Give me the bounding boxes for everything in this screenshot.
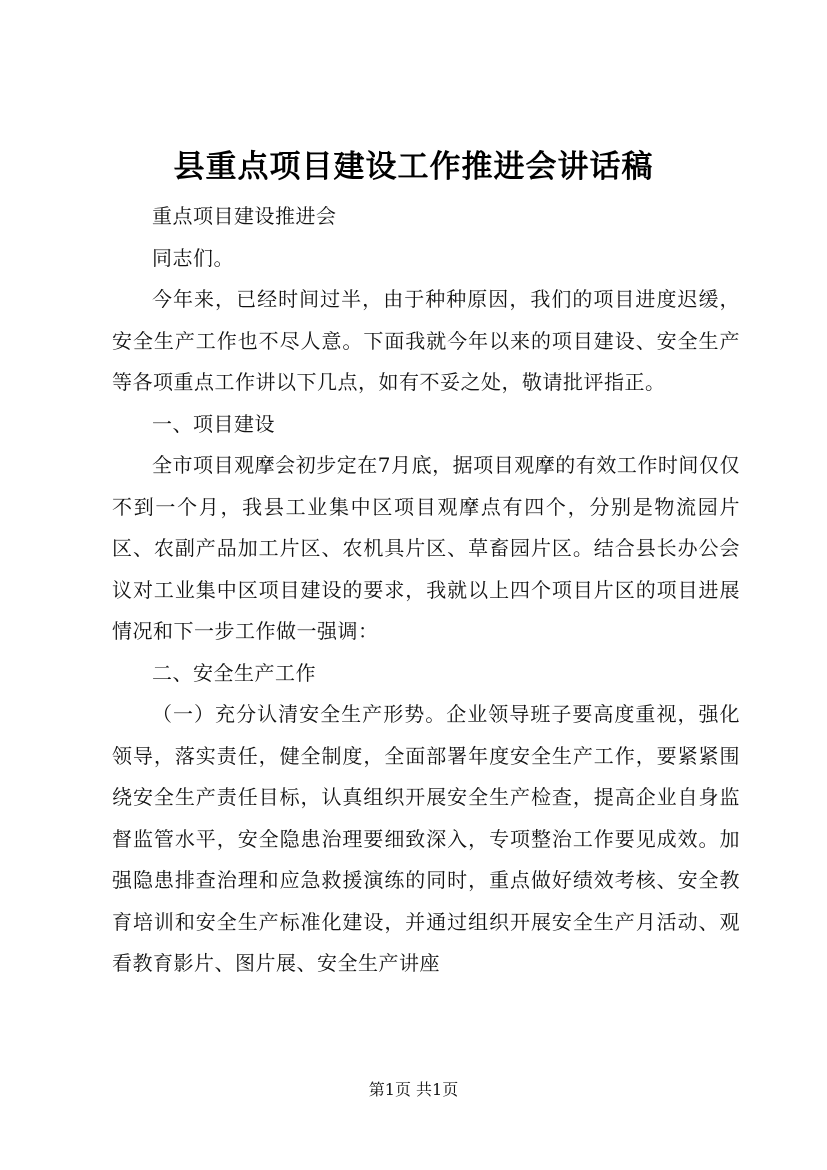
document-title: 县重点项目建设工作推进会讲话稿	[173, 149, 654, 185]
document-body	[112, 196, 740, 985]
section-heading-safety-production: 二、安全生产工作	[152, 660, 316, 685]
paragraph-greeting: 同志们。	[152, 245, 234, 270]
paragraph-safety-situation: （一）充分认清安全生产形势。企业领导班子要高度重视，强化领导，落实责任，健全制度，全面部署年度安全生产工作，要紧紧围绕安全生产责任目标，认真组织开展安全生产检查，提高企业自身监督监管水平，安全隐患治理要细致深入，专项整治工作要见成效。加强隐患排查治理和应急救援演练的同时，重点做好绩效考核、安全教育培训和安全生产标准化建设，并通过组织开展安全生产月活动、观看教育影片、图片展、安全生产讲座	[112, 702, 740, 975]
section-heading-project-construction: 一、项目建设	[152, 411, 275, 436]
page-footer: 第1页 共1页	[368, 1080, 459, 1099]
paragraph-meeting-name: 重点项目建设推进会	[152, 204, 337, 228]
paragraph-project-observation: 全市项目观摩会初步定在7月底，据项目观摩的有效工作时间仅仅不到一个月，我县工业集中区项目观摩点有四个，分别是物流园片区、农副产品加工片区、农机具片区、草畜园片区。结合县长办公会议对工业集中区项目建设的要求，我就以上四个项目片区的项目进展情况和下一步工作做一强调：	[112, 453, 740, 643]
paragraph-intro: 今年来，已经时间过半，由于种种原因，我们的项目进度迟缓，安全生产工作也不尽人意。下面我就今年以来的项目建设、安全生产等各项重点工作讲以下几点，如有不妥之处，敬请批评指正。	[112, 287, 740, 394]
